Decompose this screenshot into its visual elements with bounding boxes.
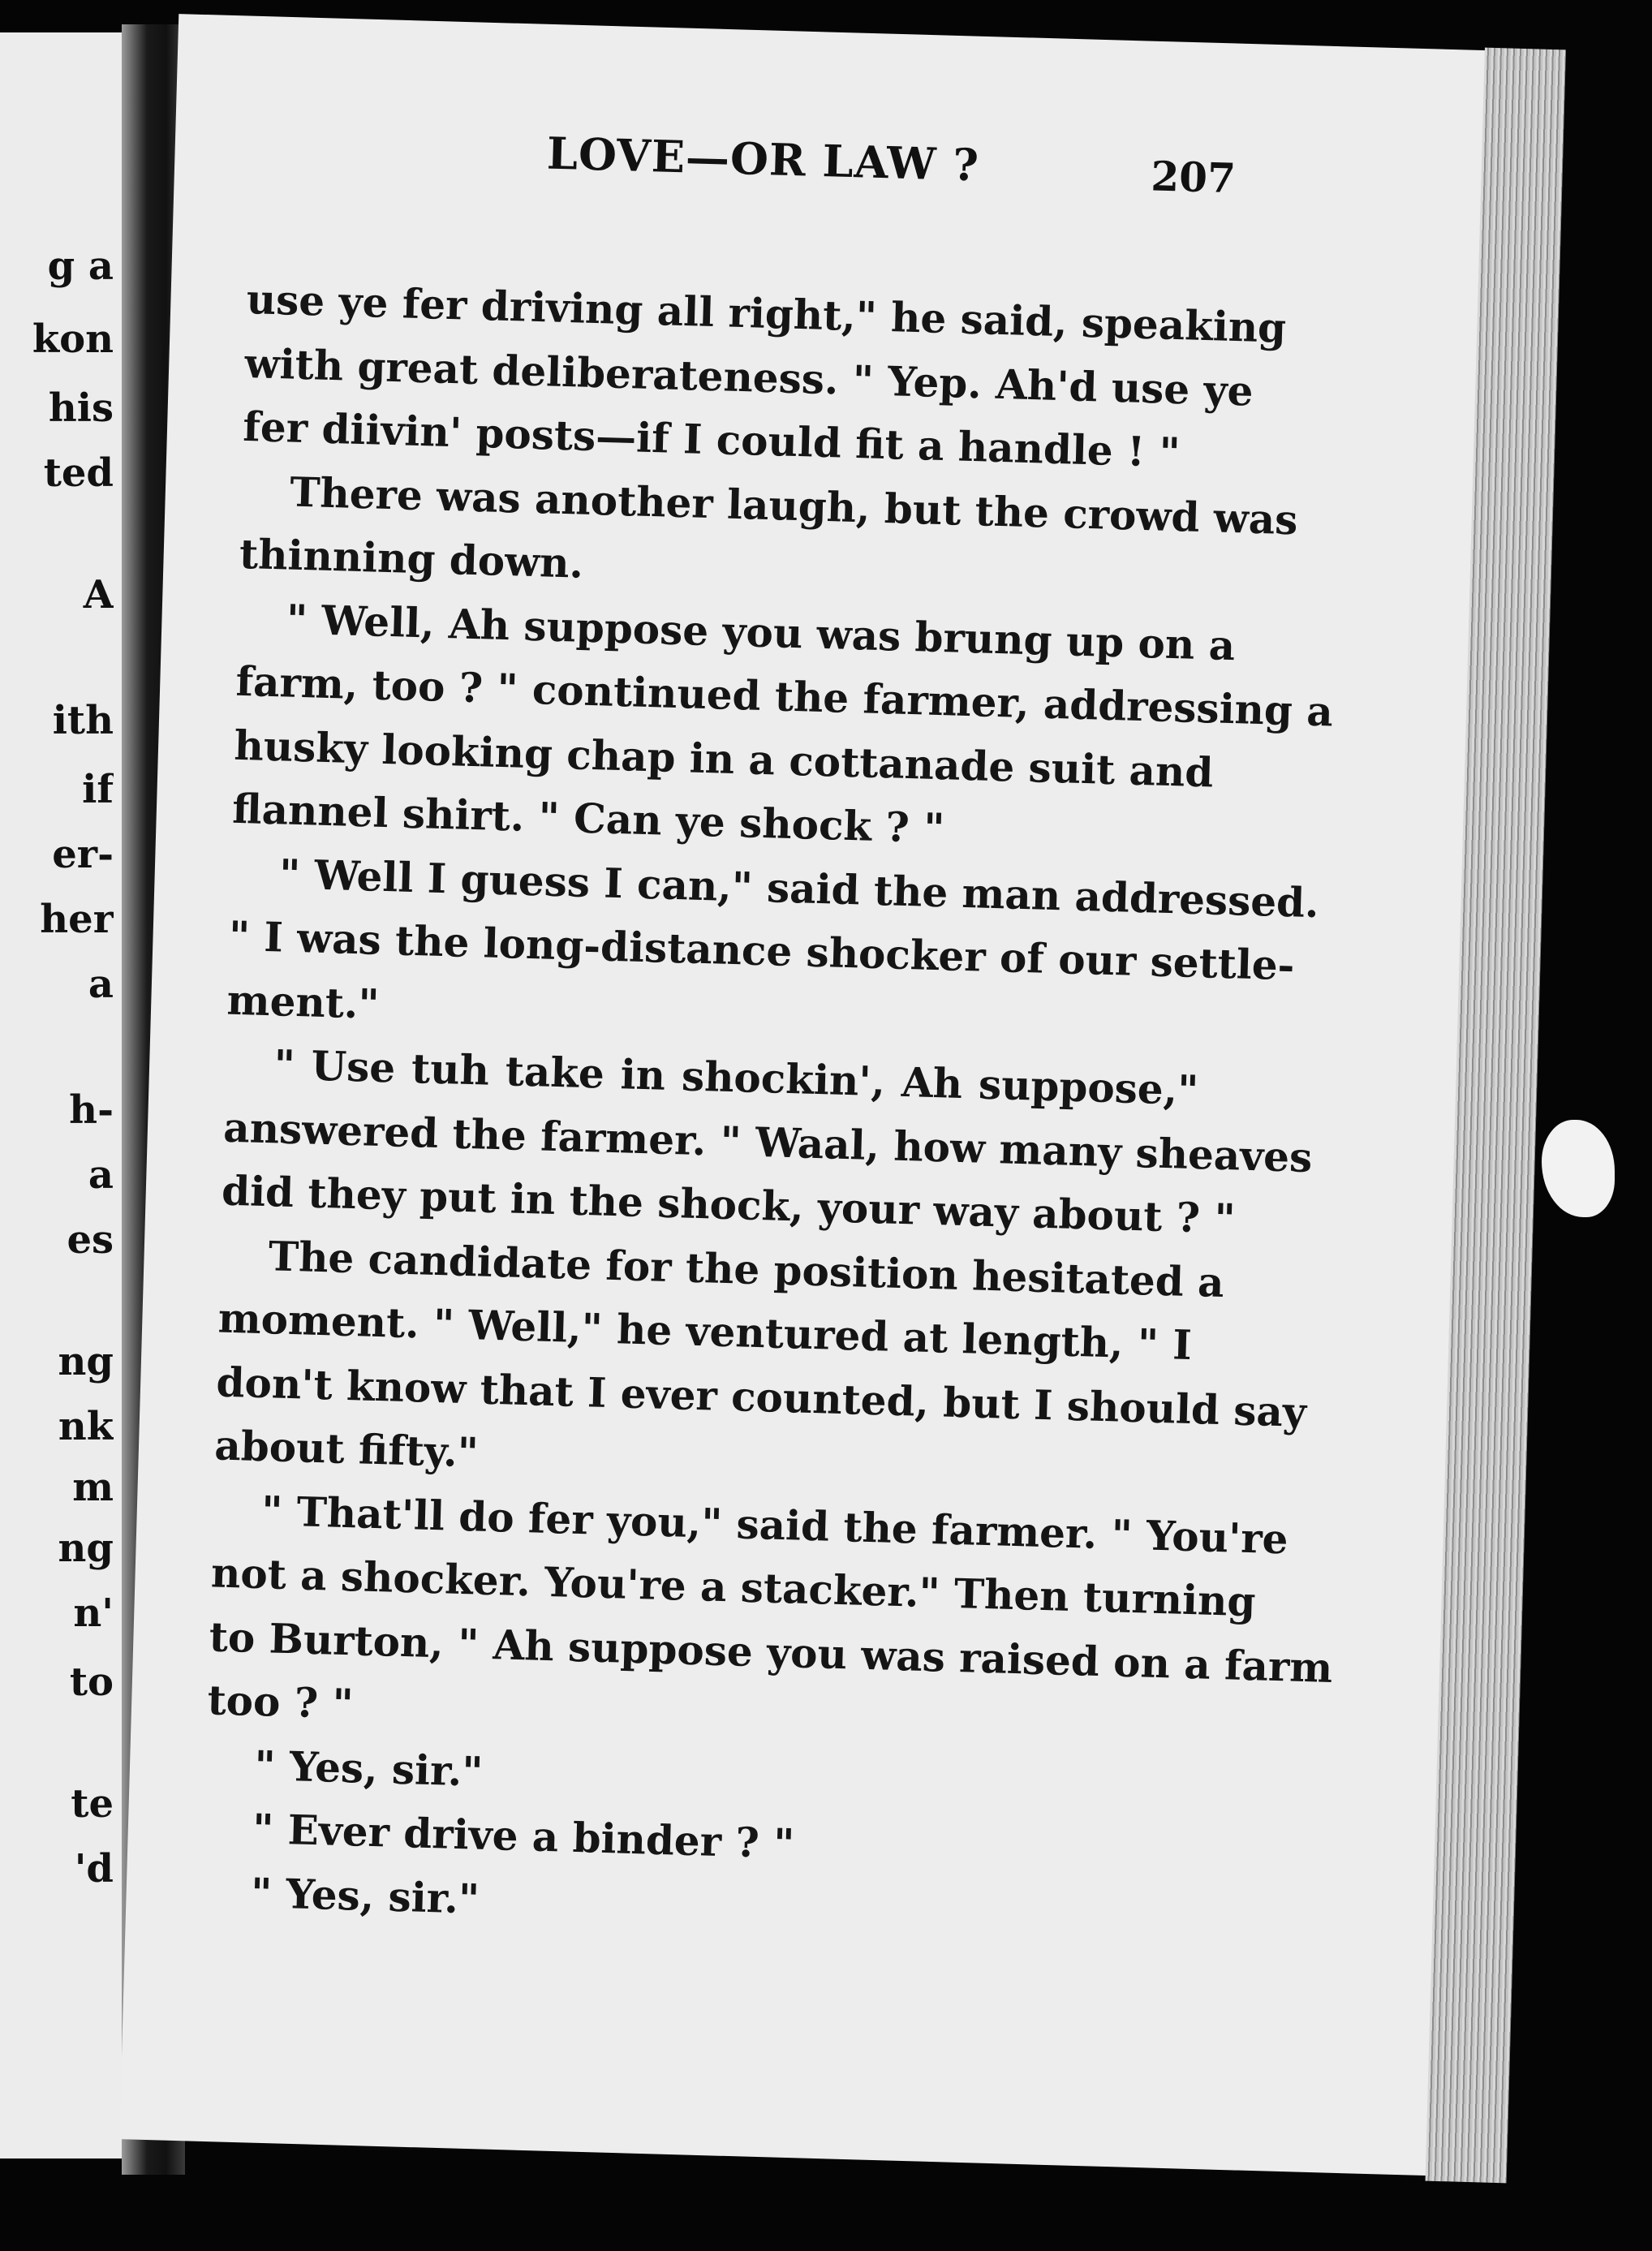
text-line: " Use tuh take in shockin', Ah suppose," — [273, 1040, 1199, 1115]
left-page-fragment: kon — [32, 316, 114, 362]
left-page-fragment: nk — [58, 1404, 114, 1449]
left-page-fragment: her — [40, 897, 114, 942]
text-line: moment. " Well," he ventured at length, " I — [217, 1293, 1193, 1369]
page-number: 207 — [1150, 152, 1237, 203]
left-page-fragment: m — [72, 1465, 114, 1510]
text-line: " I was the long-distance shocker of our settle- — [228, 911, 1296, 990]
text-line: " Yes, sir." — [250, 1868, 480, 1923]
left-page-fragment: ng — [58, 1526, 114, 1571]
left-page-fragment: n' — [73, 1590, 114, 1636]
text-line: flannel shirt. " Can ye shock ? " — [231, 784, 946, 853]
text-line: did they put in the shock, your way about ? " — [221, 1166, 1237, 1243]
text-line: with great deliberateness. " Yep. Ah'd use ye — [243, 338, 1254, 415]
text-line: too ? " — [206, 1676, 355, 1728]
text-line: " Well I guess I can," said the man addressed. — [278, 849, 1320, 927]
text-line: not a shocker. You're a stacker." Then turning — [210, 1548, 1257, 1626]
text-line: There was another laugh, but the crowd was — [289, 467, 1299, 544]
left-page-fragment: his — [48, 385, 114, 431]
text-line: ment." — [226, 975, 381, 1028]
text-line: use ye fer driving all right," he said, speaking — [246, 274, 1287, 352]
left-page-fragment: ted — [43, 450, 114, 496]
text-line: don't know that I ever counted, but I should say — [215, 1357, 1307, 1436]
body-text — [201, 268, 1334, 1951]
text-line: " Well, Ah suppose you was brung up on a — [286, 595, 1236, 669]
text-line: husky looking chap in a cottanade suit and — [233, 721, 1215, 796]
left-page-fragment: 'd — [74, 1846, 114, 1892]
text-line: thinning down. — [239, 529, 584, 587]
left-page-fragment: A — [83, 572, 114, 618]
left-page-fragment: if — [82, 767, 114, 812]
left-page-fragment: to — [69, 1659, 114, 1705]
text-line: " That'll do fer you," said the farmer. " You're — [260, 1486, 1289, 1563]
running-head: LOVE—OR LAW ? — [546, 127, 980, 192]
left-page-fragment: h- — [69, 1087, 114, 1133]
left-page-fragment: ng — [58, 1339, 114, 1384]
left-page-fragment: te — [71, 1781, 114, 1827]
text-line: " Ever drive a binder ? " — [252, 1804, 796, 1868]
text-line: to Burton, " Ah suppose you was raised on a farm — [209, 1612, 1334, 1692]
left-page-fragment: es — [67, 1217, 114, 1263]
text-line: farm, too ? " continued the farmer, addressing a — [234, 656, 1334, 736]
text-line: answered the farmer. " Waal, how many sheaves — [222, 1103, 1314, 1181]
left-page-fragment: a — [88, 1152, 114, 1198]
paper-stain — [1542, 1120, 1615, 1217]
text-line: The candidate for the position hesitated a — [268, 1231, 1225, 1306]
left-page-fragment: a — [88, 962, 114, 1007]
text-line: fer diivin' posts—if I could fit a handle ! " — [242, 402, 1181, 477]
text-line: " Yes, sir." — [253, 1741, 484, 1796]
left-page-fragment: g a — [47, 243, 114, 289]
left-page-fragment: ith — [52, 698, 114, 743]
left-page-fragment: er- — [52, 832, 114, 877]
text-line: about fifty." — [213, 1421, 480, 1477]
